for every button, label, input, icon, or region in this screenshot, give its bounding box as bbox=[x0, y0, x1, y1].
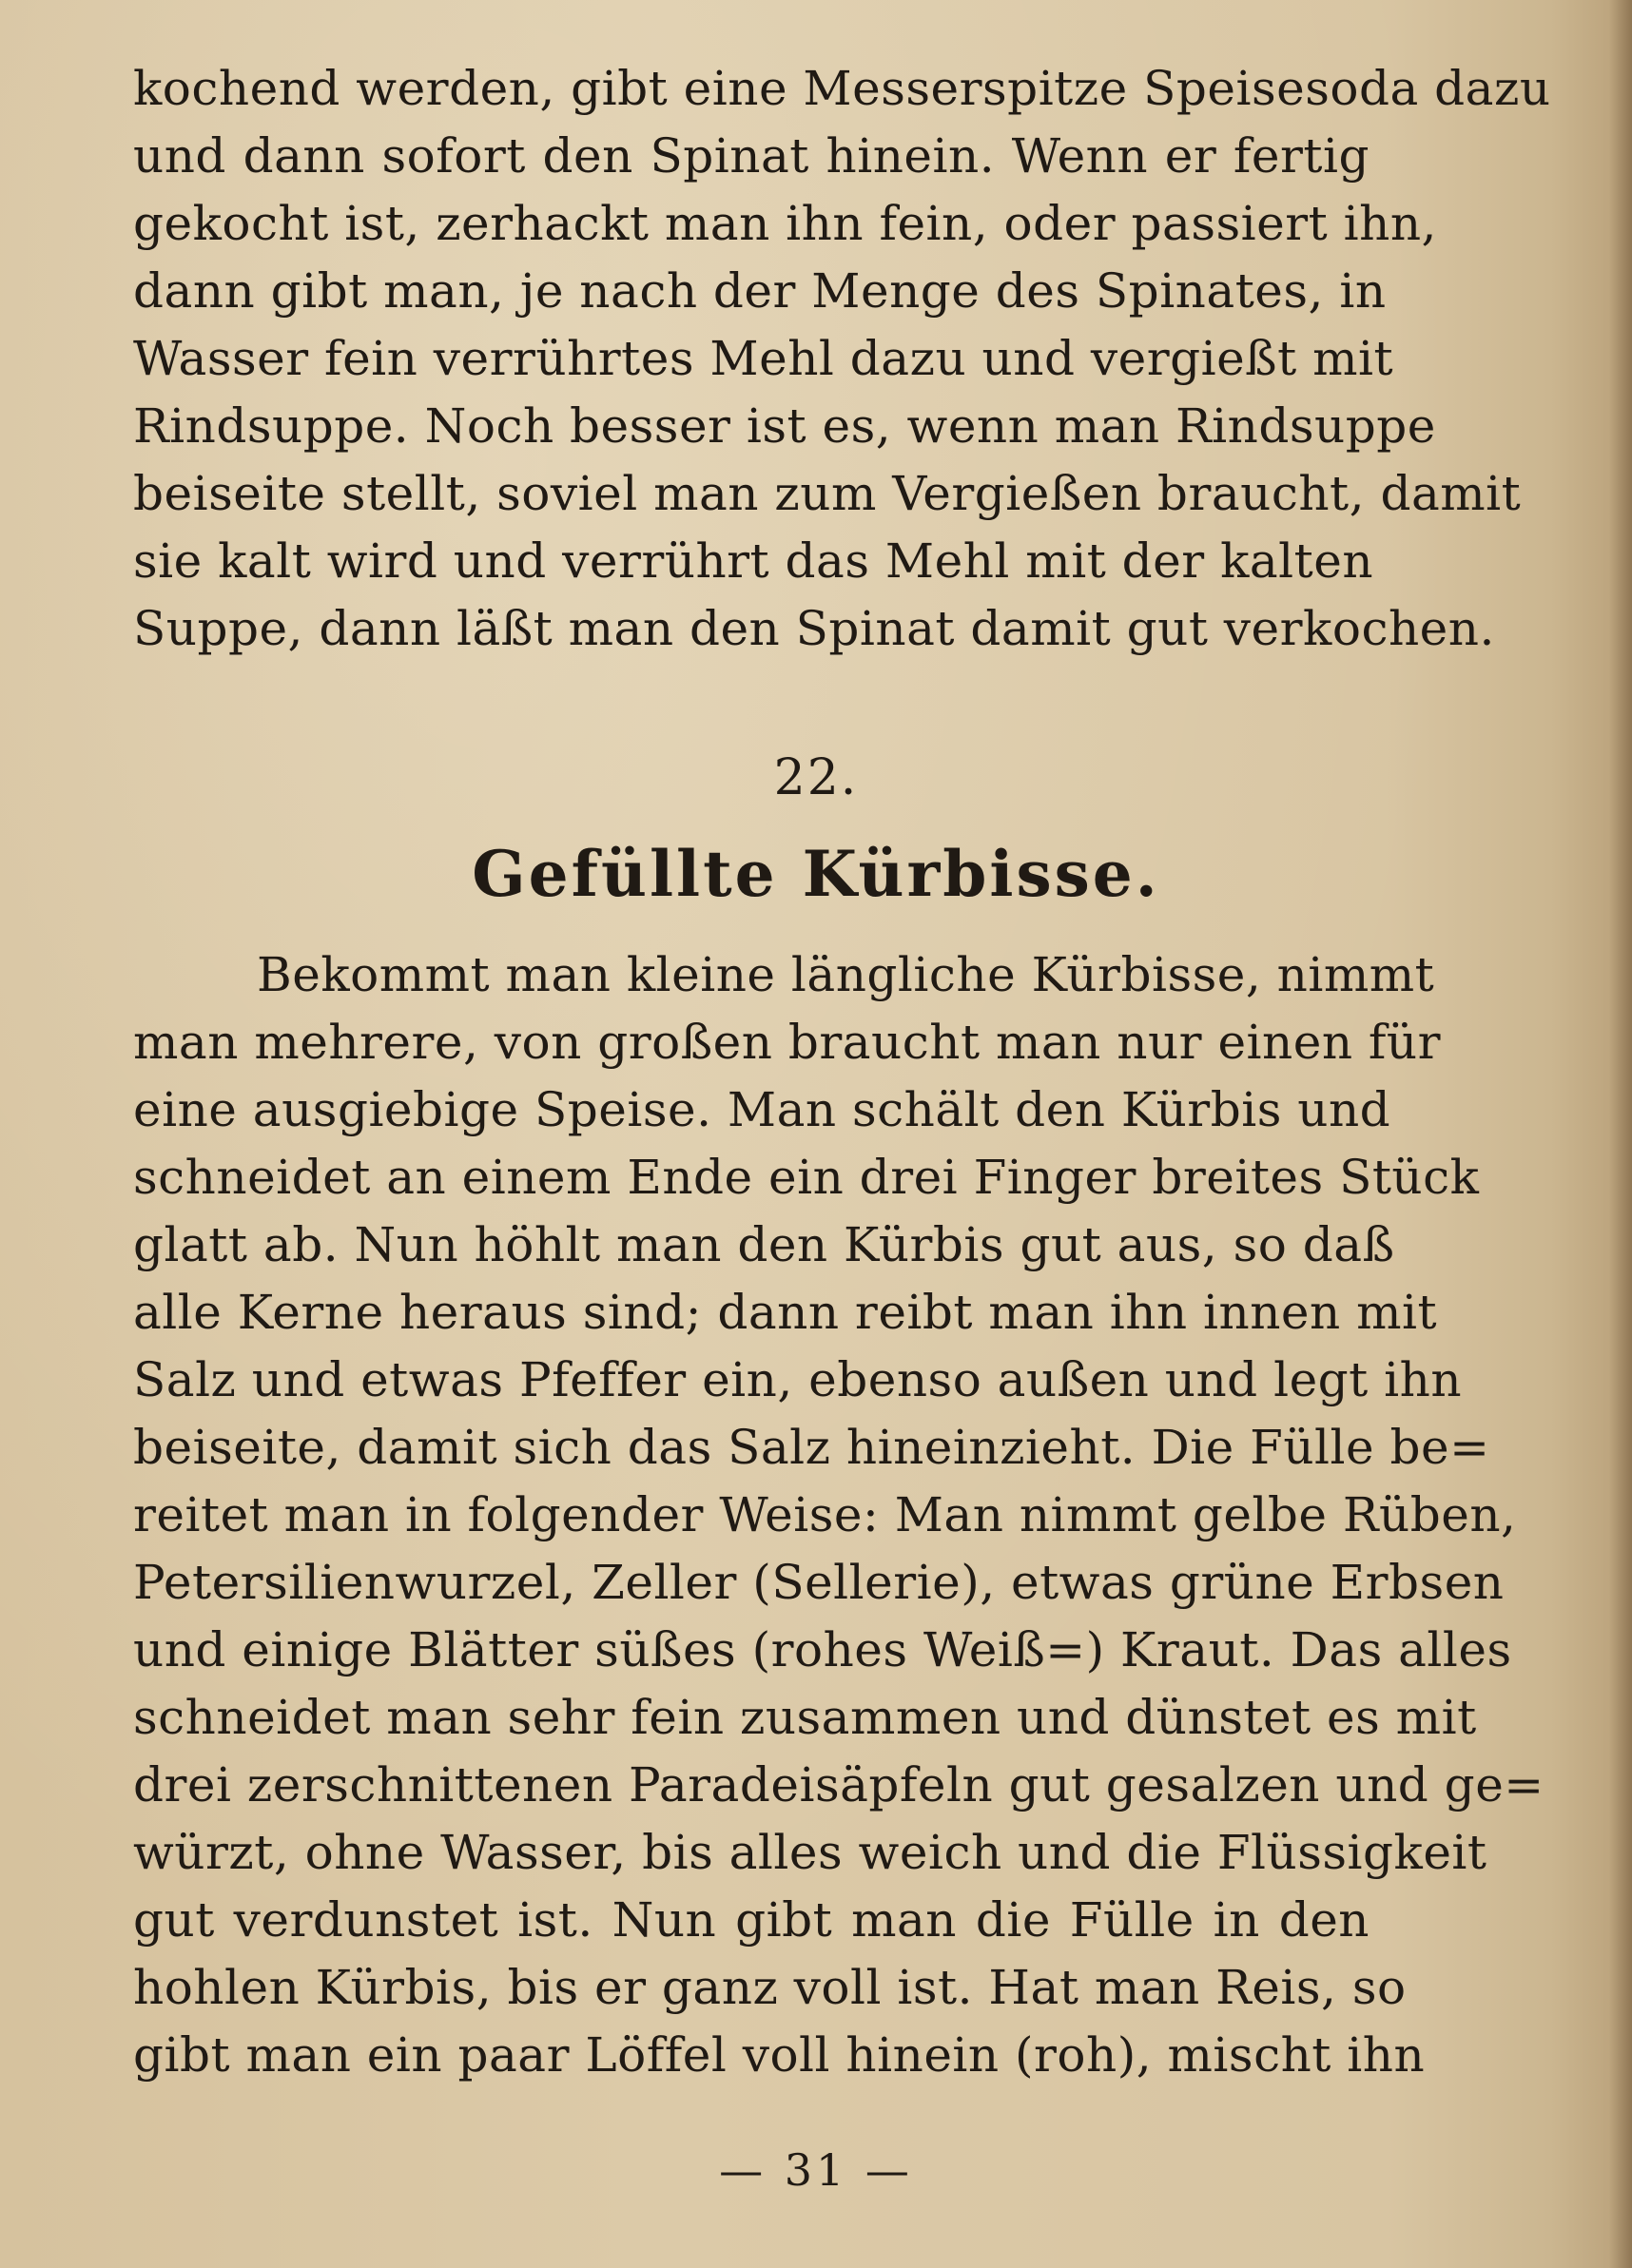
binding-edge bbox=[1609, 0, 1632, 2268]
text-line: schneidet an einem Ende ein drei Finger breites Stück bbox=[133, 1150, 1480, 1205]
text-line: hohlen Kürbis, bis er ganz voll ist. Hat man Reis, so bbox=[133, 1960, 1407, 2015]
text-line: Salz und etwas Pfeffer ein, ebenso außen und legt ihn bbox=[133, 1352, 1463, 1407]
text-line: reitet man in folgender Weise: Man nimmt gelbe Rüben, bbox=[133, 1487, 1517, 1542]
text-line: beiseite stellt, soviel man zum Vergießen braucht, damit bbox=[133, 466, 1522, 521]
text-line: und dann sofort den Spinat hinein. Wenn er fertig bbox=[133, 128, 1370, 184]
text-line: alle Kerne heraus sind; dann reibt man ihn innen mit bbox=[133, 1285, 1438, 1340]
text-line: Rindsuppe. Noch besser ist es, wenn man Rindsuppe bbox=[133, 398, 1436, 454]
text-line: gut verdunstet ist. Nun gibt man die Fülle in den bbox=[133, 1892, 1370, 1948]
text-line: sie kalt wird und verrührt das Mehl mit der kalten bbox=[133, 533, 1374, 589]
text-line: Suppe, dann läßt man den Spinat damit gut verkochen. bbox=[133, 601, 1495, 656]
top-paragraph bbox=[133, 55, 1551, 663]
text-line: drei zerschnittenen Paradeisäpfeln gut gesalzen und ge= bbox=[133, 1757, 1545, 1812]
text-line: man mehrere, von großen braucht man nur einen für bbox=[133, 1015, 1442, 1070]
text-line: gekocht ist, zerhackt man ihn fein, oder passiert ihn, bbox=[133, 196, 1437, 251]
text-line: kochend werden, gibt eine Messerspitze Speisesoda dazu bbox=[133, 61, 1551, 116]
text-line: Wasser fein verrührtes Mehl dazu und vergießt mit bbox=[133, 331, 1394, 386]
text-line: Petersilienwurzel, Zeller (Sellerie), etwas grüne Erbsen bbox=[133, 1555, 1505, 1610]
text-line: gibt man ein paar Löffel voll hinein (roh), mischt ihn bbox=[133, 2027, 1426, 2083]
recipe-title: Gefüllte Kürbisse. bbox=[472, 837, 1160, 911]
text-line: glatt ab. Nun höhlt man den Kürbis gut aus, so daß bbox=[133, 1217, 1395, 1272]
text-line: und einige Blätter süßes (rohes Weiß=) Kraut. Das alles bbox=[133, 1622, 1512, 1677]
page-number: — 31 — bbox=[719, 2144, 913, 2196]
text-line: würzt, ohne Wasser, bis alles weich und die Flüssigkeit bbox=[133, 1825, 1487, 1880]
text-line: eine ausgiebige Speise. Man schält den Kürbis und bbox=[133, 1082, 1391, 1137]
text-line: schneidet man sehr fein zusammen und dünstet es mit bbox=[133, 1690, 1477, 1745]
text-line: Bekommt man kleine längliche Kürbisse, nimmt bbox=[257, 947, 1435, 1002]
text-line: beiseite, damit sich das Salz hineinzieht. Die Fülle be= bbox=[133, 1420, 1490, 1475]
main-paragraph bbox=[133, 941, 1545, 2089]
recipe-number: 22. bbox=[773, 749, 859, 806]
text-line: dann gibt man, je nach der Menge des Spinates, in bbox=[133, 263, 1387, 319]
